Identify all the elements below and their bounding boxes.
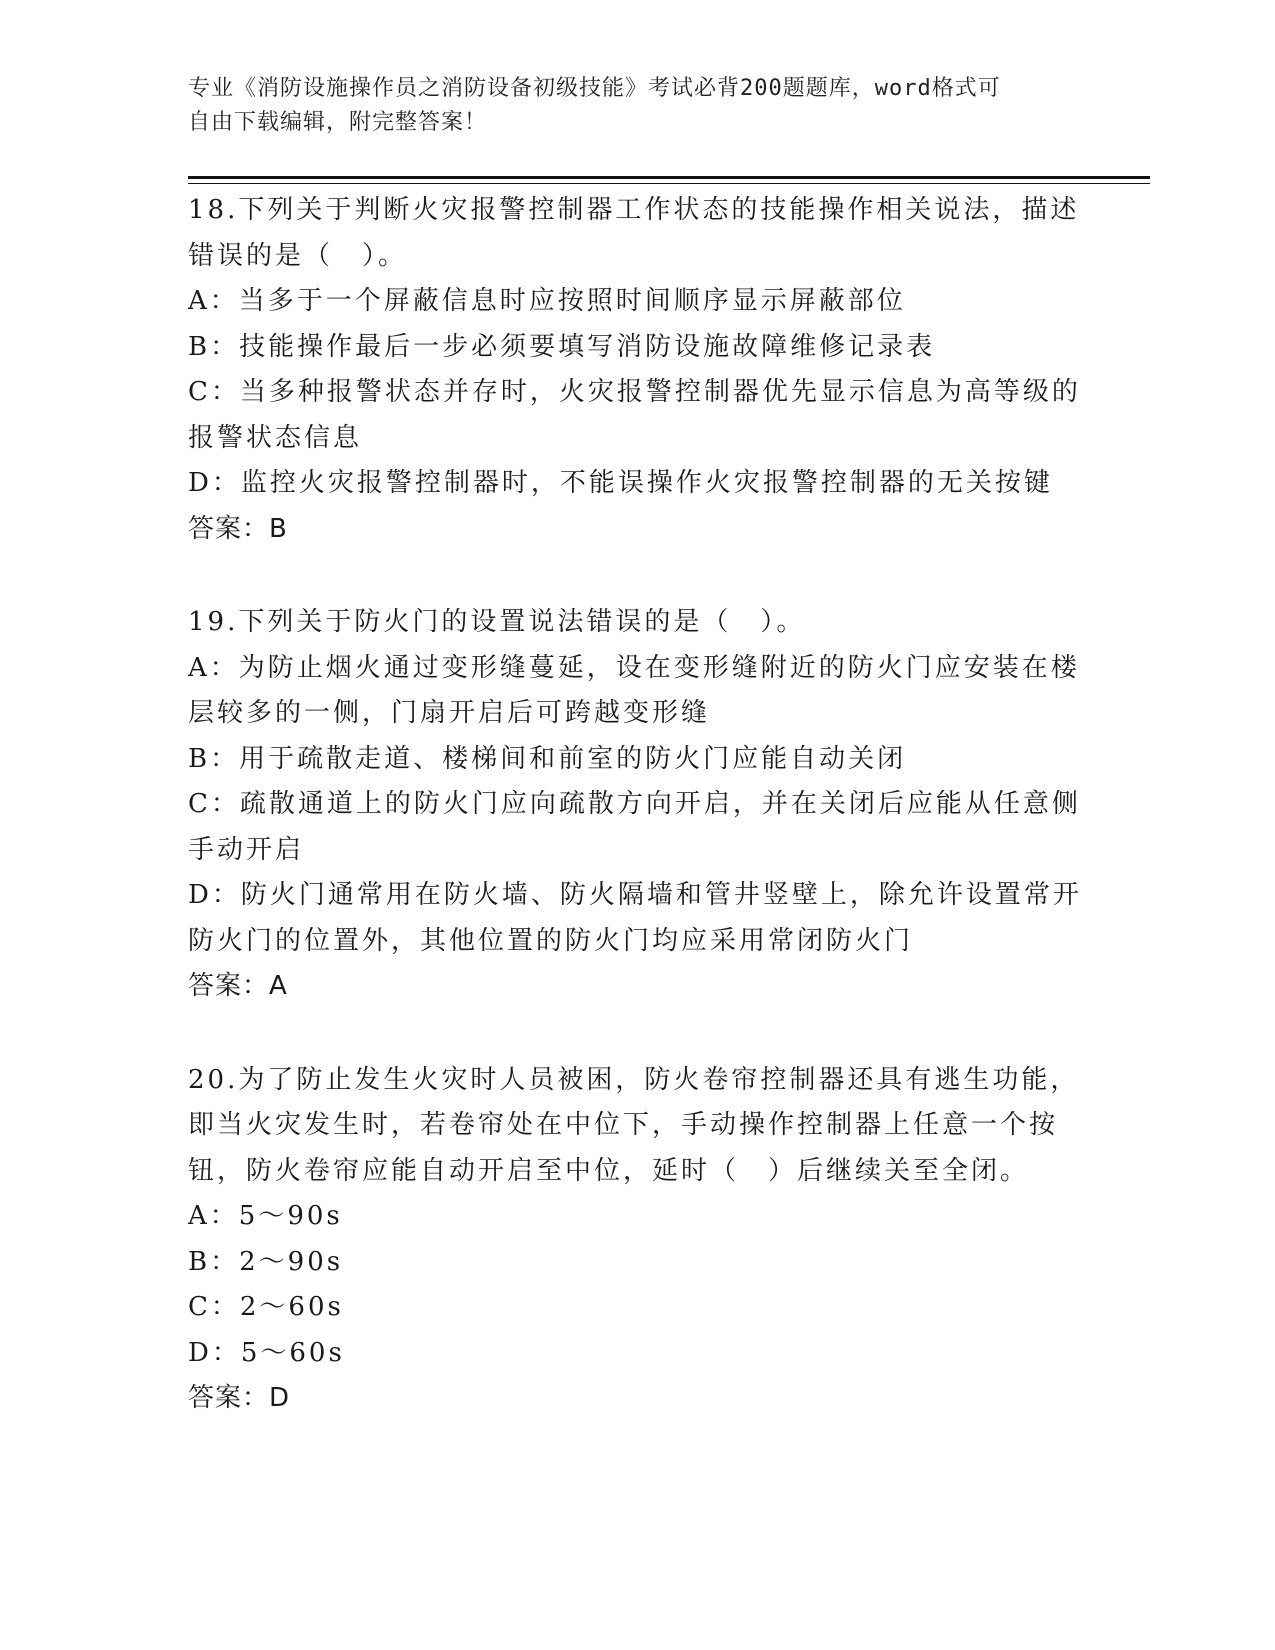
question-list [188, 188, 1088, 1422]
question-spacer [188, 1010, 1088, 1058]
question-19-option-d-line-1: D：防火门通常用在防火墙、防火隔墙和管井竖壁上，除允许设置常开 [188, 880, 1082, 910]
question-19-option-a-line-2: 层较多的一侧，门扇开启后可跨越变形缝 [188, 698, 711, 728]
question-20 [188, 1058, 1088, 1422]
question-20-stem-line-1: 20.为了防止发生火灾时人员被困，防火卷帘控制器还具有逃生功能， [188, 1064, 1080, 1095]
question-18-stem-line-2: 错误的是（ ）。 [188, 240, 408, 271]
question-18-option-b: B：技能操作最后一步必须要填写消防设施故障维修记录表 [188, 331, 936, 362]
question-19-option-d-line-2: 防火门的位置外，其他位置的防火门均应采用常闭防火门 [188, 925, 914, 956]
header-divider-thick [188, 176, 1150, 179]
question-18 [188, 188, 1088, 552]
question-19-option-b: B：用于疏散走道、楼梯间和前室的防火门应能自动关闭 [188, 743, 907, 774]
question-20-option-a: A：5～90s [188, 1201, 343, 1231]
question-18-option-c-line-1: C：当多种报警状态并存时，火灾报警控制器优先显示信息为高等级的 [188, 377, 1081, 407]
question-19-option-a-line-1: A：为防止烟火通过变形缝蔓延，设在变形缝附近的防火门应安装在楼 [188, 652, 1080, 683]
question-18-option-a: A：当多于一个屏蔽信息时应按照时间顺序显示屏蔽部位 [188, 286, 906, 316]
question-18-option-c-line-2: 报警状态信息 [188, 422, 363, 453]
header-title-line-1: 专业《消防设施操作员之消防设备初级技能》考试必背200题题库，word格式可 [188, 76, 1001, 101]
question-19-option-c-line-2: 手动开启 [188, 834, 305, 865]
question-20-stem-line-2: 即当火灾发生时，若卷帘处在中位下，手动操作控制器上任意一个按 [188, 1110, 1059, 1140]
question-20-stem-line-3: 钮，防火卷帘应能自动开启至中位，延时（ ）后继续关至全闭。 [188, 1155, 1030, 1186]
question-19-stem: 19.下列关于防火门的设置说法错误的是（ ）。 [188, 607, 806, 637]
question-19 [188, 600, 1088, 1010]
question-18-option-d: D：监控火灾报警控制器时，不能误操作火灾报警控制器的无关按键 [188, 468, 1053, 498]
question-20-answer: 答案：D [188, 1383, 291, 1413]
document-header [188, 72, 1078, 140]
question-19-answer: 答案：A [188, 971, 288, 1001]
header-title-line-2: 自由下载编辑，附完整答案！ [188, 110, 488, 135]
question-20-option-b: B：2～90s [188, 1246, 344, 1277]
header-divider-thin [188, 183, 1150, 184]
question-spacer [188, 552, 1088, 600]
question-19-option-c-line-1: C：疏散通道上的防火门应向疏散方向开启，并在关闭后应能从任意侧 [188, 789, 1081, 819]
question-18-answer: 答案：B [188, 513, 288, 544]
question-20-option-d: D：5～60s [188, 1337, 345, 1368]
question-20-option-c: C：2～60s [188, 1292, 344, 1322]
question-18-stem-line-1: 18.下列关于判断火灾报警控制器工作状态的技能操作相关说法，描述 [188, 195, 1080, 225]
